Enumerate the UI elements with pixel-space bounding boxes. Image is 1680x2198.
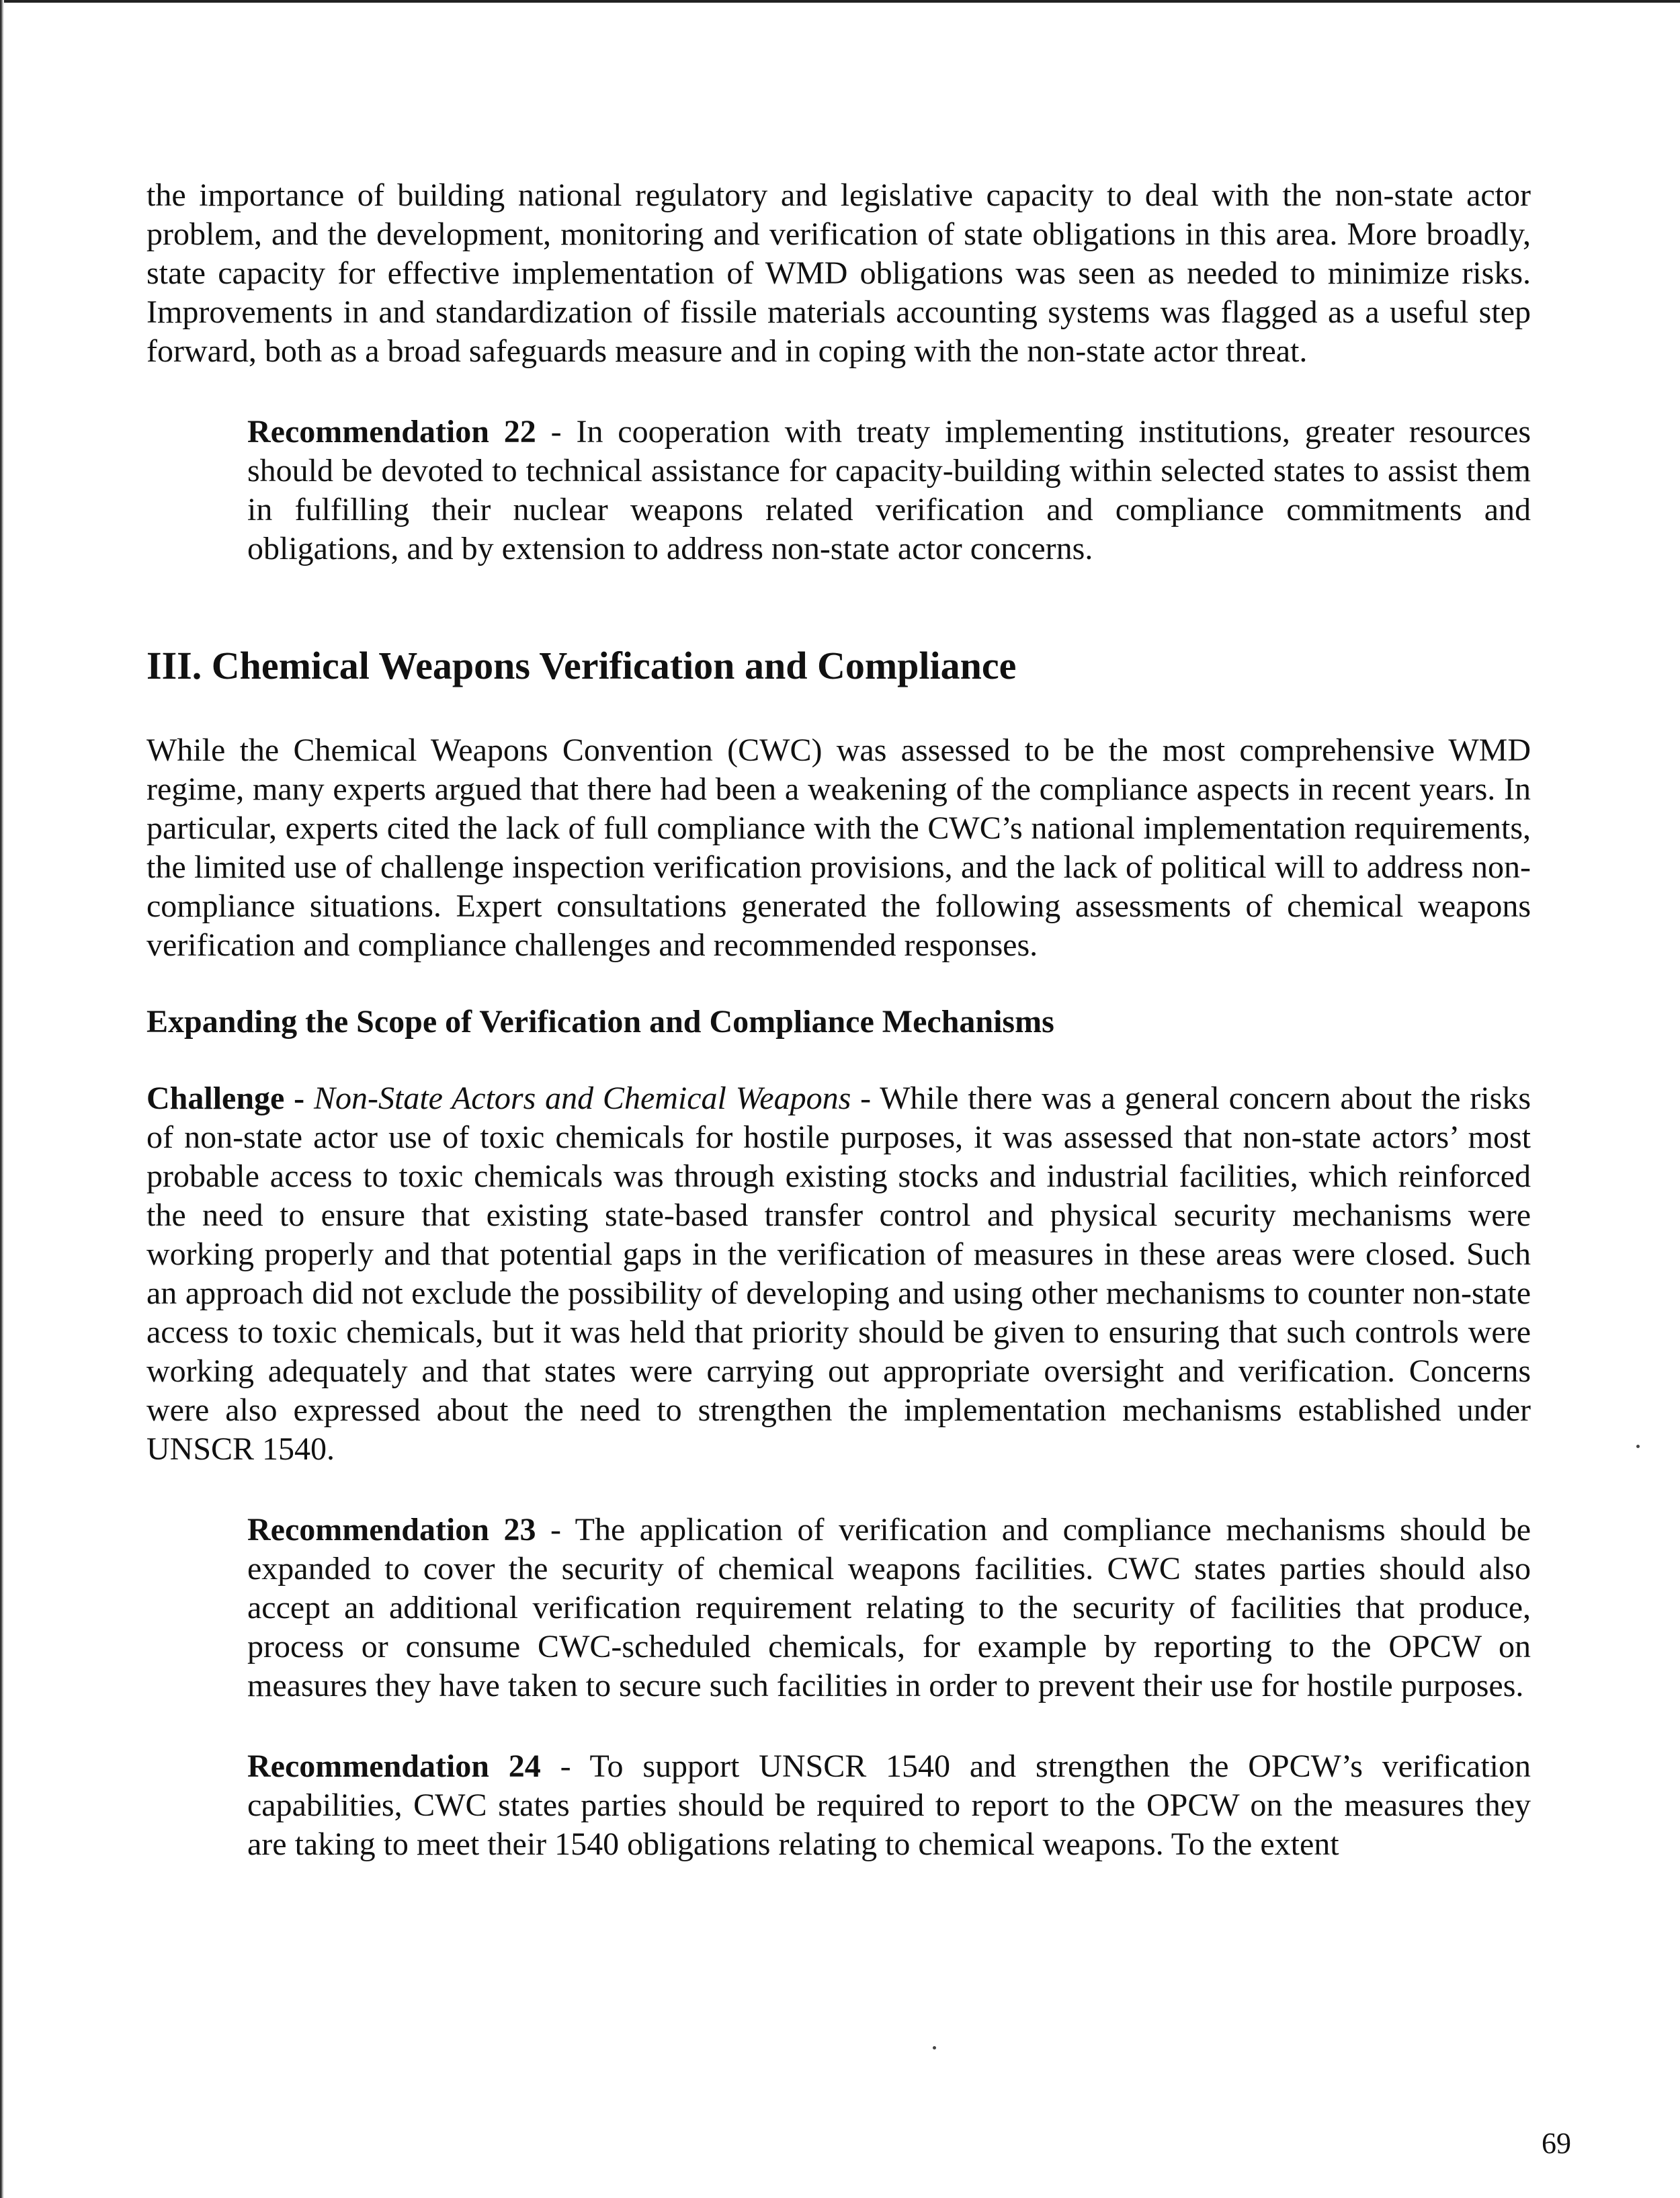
recommendation-text: - To support UNSCR 1540 and strengthen the OPCW’s verification capabilities, CWC states parties should be required to report to the OPCW on the measures they are taking to meet their 1540 obligations relating to chemical weapons. To the extent: [247, 1748, 1531, 1862]
recommendation-text: - The application of verification and compliance mechanisms should be expanded to cover the security of chemical weapons facilities. CWC states parties should also accept an additional verification requirement relating to the security of facilities that produce, process or consume CWC-scheduled chemicals, for example by reporting to the OPCW on measures they have taken to secure such facilities in order to prevent their use for hostile purposes.: [247, 1512, 1531, 1703]
scan-speck: [933, 2046, 936, 2049]
challenge-paragraph: [146, 1079, 1531, 1469]
challenge-separator: -: [284, 1081, 314, 1116]
section-intro-paragraph: While the Chemical Weapons Convention (CWC) was assessed to be the most comprehensive WMD regime, many experts argued that there had been a weakening of the compliance aspects in recent years. In particular, experts cited the lack of full compliance with the CWC’s national implementation requirements, the limited use of challenge inspection verification provisions, and the lack of political will to address non-compliance situations. Expert consultations generated the following assessments of chemical weapons verification and compliance challenges and recommended responses.: [146, 732, 1531, 963]
recommendation-label: Recommendation 24: [247, 1748, 541, 1784]
subheading: Expanding the Scope of Verification and Compliance Mechanisms: [146, 1004, 1054, 1040]
scan-speck: [1636, 1445, 1640, 1448]
scan-edge-left: [0, 0, 4, 2198]
recommendation-text: - In cooperation with treaty implementing institutions, greater resources should be devoted to technical assistance for capacity-building within selected states to assist them in fulfilling their nuclear weapons related verification and compliance commitments and obligations, and by extension to address non-state actor concerns.: [247, 414, 1531, 566]
section-title: III. Chemical Weapons Verification and Compliance: [146, 644, 1017, 687]
intro-paragraph: the importance of building national regulatory and legislative capacity to deal with the non-state actor problem, and the development, monitoring and verification of state obligations in this area. More broadly, state capacity for effective implementation of WMD obligations was seen as needed to minimize risks. Improvements in and standardization of fissile materials accounting systems was flagged as a useful step forward, both as a broad safeguards measure and in coping with the non-state actor threat.: [146, 177, 1531, 369]
page-number: 69: [1542, 2127, 1571, 2160]
recommendation-24: [247, 1747, 1531, 1864]
document-page: [146, 176, 1531, 1864]
challenge-text: While there was a general concern about the risks of non-state actor use of toxic chemicals for hostile purposes, it was assessed that non-state actors’ most probable access to toxic chemicals was through existing stocks and industrial facilities, which reinforced the need to ensure that existing state-based transfer control and physical security mechanisms were working properly and that potential gaps in the verification of measures in these areas were closed. Such an approach did not exclude the possibility of developing and using other mechanisms to counter non-state access to toxic chemicals, but it was held that priority should be given to ensuring that such controls were working adequately and that states were carrying out appropriate oversight and verification. Concerns were also expressed about the need to strengthen the implementation mechanisms established under UNSCR 1540.: [146, 1081, 1531, 1467]
recommendation-23: [247, 1511, 1531, 1705]
challenge-topic: Non-State Actors and Chemical Weapons: [314, 1081, 851, 1116]
recommendation-22: [247, 413, 1531, 568]
scan-edge-top: [0, 0, 1680, 3]
recommendation-label: Recommendation 23: [247, 1512, 536, 1548]
recommendation-label: Recommendation 22: [247, 414, 536, 450]
challenge-label: Challenge: [146, 1081, 285, 1116]
challenge-separator: -: [851, 1081, 880, 1116]
